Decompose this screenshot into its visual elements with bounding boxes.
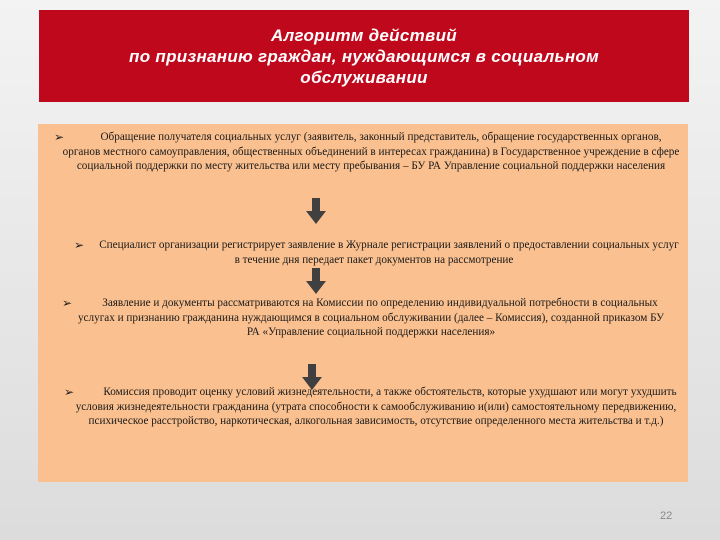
step-2-text: Специалист организации регистрирует заявление в Журнале регистрации заявлений о предоставлении социальных услуг в течение дня передает пакет документов на рассмотрение [99,239,679,266]
bullet-arrow-icon: ➢ [64,385,75,399]
step-3-text: Заявление и документы рассматриваются на Комиссии по определению индивидуальной потребности в социальных услугах и признанию гражданина нуждающимся в социальном обслуживании (далее – Комиссия), созданной приказом БУ РА «Управление социальной поддержки населения» [77,297,665,339]
page-title [129,25,599,88]
bullet-arrow-icon: ➢ [74,238,85,252]
down-arrow-icon [306,198,326,224]
title-line: по признанию граждан, нуждающимся в социальном [129,46,599,66]
title-line: обслуживании [300,67,428,87]
bullet-arrow-icon: ➢ [54,130,65,144]
slide-number: 22 [660,510,673,522]
step-4-text: Комиссия проводит оценку условий жизнедеятельности, а также обстоятельств, которые ухудшают или могут ухудшить условия жизнедеятельности гражданина (утрата способности к самообслуживанию и(или) самостоятельному передвижению, психическое расстройство, наркотическая, алкогольная зависимость, отсутствие определенного места жительства и т.д.) [75,386,677,428]
algorithm-box [38,124,688,482]
title-banner [39,10,689,102]
down-arrow-icon [306,268,326,294]
step-1-text: Обращение получателя социальных услуг (заявитель, законный представитель, обращение государственных органов, органов местного самоуправления, общественных объединений в интересах гражданина) в Государственное учреждение в сфере социальной поддержки по месту жительства или месту пребывания – БУ РА Управление социальной поддержки населения [62,131,680,173]
bullet-arrow-icon: ➢ [62,296,73,310]
title-line: Алгоритм действий [271,25,457,45]
